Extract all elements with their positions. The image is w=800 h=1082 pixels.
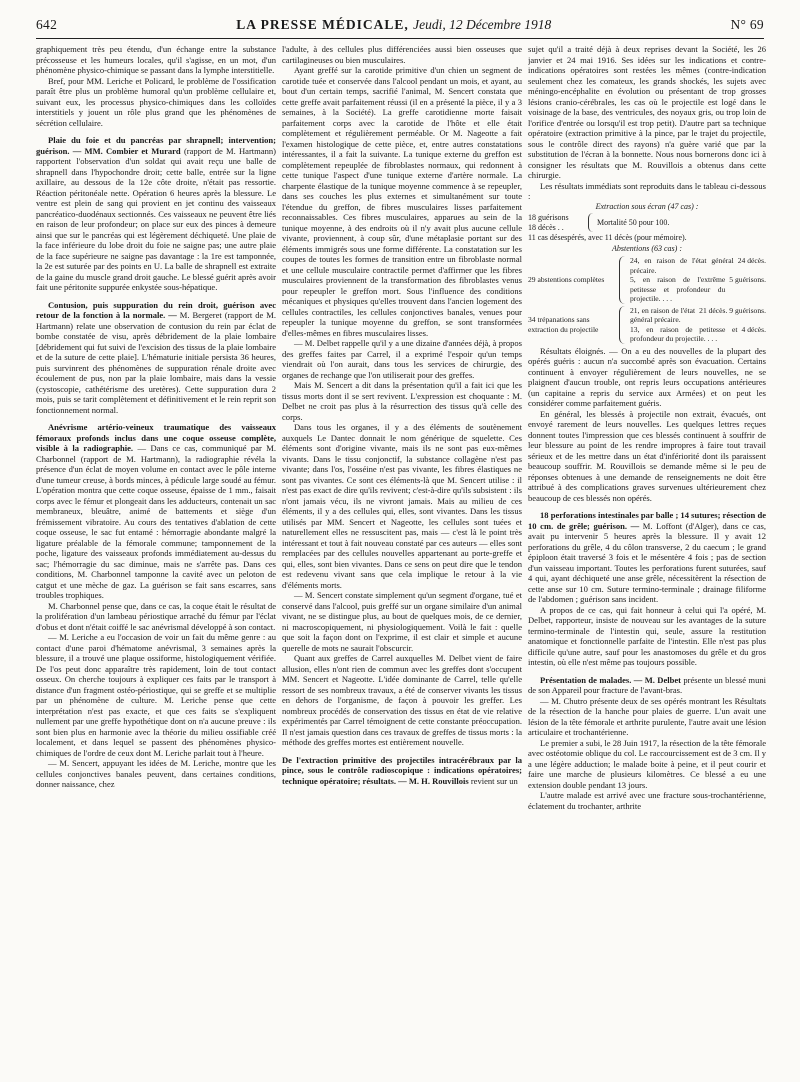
section-heading: Présentation de malades. — M. Delbet — [540, 674, 682, 685]
paragraph: Résultats éloignés. — On a eu des nouvelles de la plupart des opérés guéris : aucun n'a succombé après son évacuation. Certains continuent à envoyer régulièrement de leurs nouvelles, ne se plaignent d'aucun trouble, ont repris leurs occupations antérieures (un capitaine a repris du service aux Armées) et on peut les considérer comme parfaitement guéris. — [528, 345, 766, 408]
page-header — [36, 15, 764, 35]
table-cell: 5 guérisons. — [729, 275, 766, 284]
section-perforations — [528, 510, 766, 605]
brace — [588, 213, 594, 232]
column-1 — [36, 44, 276, 1074]
issue-number: N° 69 — [730, 17, 764, 32]
paragraph: Quant aux greffes de Carrel auxquelles M. Delbet vient de faire allusion, elles n'ont rien de commun avec les greffes dont s'occupent MM. Sencert et Nageotte. L'idée dominante de Carrel, telle qu'elle ressort de ses nombreux travaux, a été de conserver vivants les tissus en dehors de l'organisme, de façon à pouvoir les greffer. Les nombreux procédés de conservation des tissus en état de vie relative expérimentés par Carrel témoignent de cette constante préoccupation. Il n'est jamais question dans ces travaux de greffes de tissus morts : la méthode des greffes mortes est entièrement nouvelle. — [282, 653, 522, 747]
paragraph: — M. Leriche a eu l'occasion de voir un fait du même genre : au contact d'une paroi d'hématome anévrismal, 3 semaines après la blessure, il a trouvé une plaque ossiforme, histologiquement vérifiée. De l'os peut donc apparaître très rapidement, loin de tout contact osseux. On cherche toujours à expliquer ces faits par le transport à distance d'un fragment ostéo-périostique, qui se greffe et se multiplie par un phénomène de culture. M. Leriche pense que cette interprétation n'est pas exacte, et que ces faits se s'expliquent nullement par une greffe hypothétique dont on n'a aucune preuve : ils sont bien plus en harmonie avec la théorie du milieu ossifiable créé localement, et dans lequel se passent des phénomènes physico-chimiques de l'ordre de ceux dont M. Leriche parlait tout à l'heure. — [36, 632, 276, 758]
section-ossification-foie — [36, 135, 276, 293]
table-title: Abstentions (63 cas) : — [612, 243, 682, 253]
table-cell: 29 abstentions complètes — [528, 275, 605, 284]
table-title: Extraction sous écran (47 cas) : — [595, 201, 699, 211]
table-row — [630, 325, 766, 344]
paragraph: M. Charbonnel pense que, dans ce cas, la coque était le résultat de la prolifération d'un lambeau périostique arraché du fémur par l'éclat d'obus et dont n'était coiffé le sac anévrismal développé à son contact. — [36, 600, 276, 632]
table-row — [630, 306, 766, 325]
table-cell: 21 décès. 9 guérisons. — [699, 305, 766, 315]
table-cell: 5, en raison de l'extrême petitesse et profondeur du projectile. . . . — [630, 275, 726, 303]
paragraph: Mais M. Sencert a dit dans la présentation qu'il a fait ici que les tissus morts dont il se sert revivent. L'expression est choquante : M. Delbet ne croit pas plus à la résurrection des tissus qu'à celle des corps. — [282, 380, 522, 422]
section-presentation — [528, 675, 766, 696]
paragraph: sujet qu'il a traité déjà à deux reprises devant la Société, les 26 janvier et 24 mai 1916. Ses idées sur les indications et contre-indications opératoires sont restées les mêmes (contre-indication seulement chez les comateux, les grands shockés, les sujets avec méningo-encéphalite en évolution ou présentant de trop grosses lésions cranio-cérébrales, les cas où le projectile est logé dans le voisinage de la base, des ventricules, des noyaux gris, ou trop loin de l'orifice d'entrée ou lorsqu'il est trop petit). D'autre part sa technique opératoire (extraction primitive à la pince, par le trajet du projectile, sous le contrôle direct des rayons) n'a guère varié que par la substitution de l'écran à la bonnette. Nous nous bornerons donc ici à consigner les résultats que M. Rouvillois a obtenus dans cette chirurgie. — [528, 44, 766, 180]
table-cell: 24, en raison de l'état général précaire. — [630, 256, 734, 275]
table-row — [630, 275, 766, 304]
page-number: 642 — [36, 17, 58, 32]
paragraph: — M. Sencert constate simplement qu'un segment d'organe, tué et conservé dans l'alcool, puis greffé sur un organe similaire d'un animal vivant, ne se distingue plus, au bout de quelques mois, de ce dernier, ni macroscopiquement, ni physiologiquement. Voilà le fait : quelle que soit la façon dont on l'exprime, il est clair et simple et aucune querelle de mots ne saurait l'obscurcir. — [282, 590, 522, 653]
issue-date: Jeudi, 12 Décembre 1918 — [413, 17, 552, 32]
section-projectiles — [282, 755, 522, 787]
section-body: M. Bergeret (rapport de M. Hartmann) relate une observation de contusion du rein par éclat de bombe constatée de visu, après débridement de la plaie lombaire [débridement qui fut suivi de l'excision des tissus de la plaie lombaire et de la suture de cette plaie]. L'hématurie initiale persista 36 heures, puis survinrent des phénomènes de suppuration rénale droite avec écoulement de pus, non par la plaie lombaire, mais dans la vessie (cystoscopie, cathétérisme des uretères). Cette suppuration dura 2 mois, puis se tarit complètement et définitivement et le rein reprit son fonctionnement normal. — [36, 310, 276, 415]
paragraph: Ayant greffé sur la carotide primitive d'un chien un segment de carotide tuée et conservée dans l'alcool pendant un mois, et ayant, au bout d'un certain temps, sacrifié l'animal, M. Sencert constata que cette greffe avait parfaitement réussi (il en a présenté la pièce, il y a 3 semaines, à la Société). La greffe carotidienne morte faisait parfaitement corps avec la carotide de l'hôte et elle était complètement et régulièrement perméable. Or M. Nageotte a fait l'examen histologique de cette pièce, et, entre autres constatations intéressantes, il a fait la suivante. La tunique externe du greffon est complètement repeuplée de fibroblastes normaux, qui redonnent à cette tunique l'aspect d'une tunique externe d'artère normale. La charpente élastique de la tunique moyenne commence à se repeupler, dans ses couches les plus externes et simultanément sur toute l'étendue du greffon, de fibres musculaires lisses parfaitement reconnaissables. Ces fibres musculaires, apparues au sein de la tunique moyenne, à des endroits où il n'y avait plus aucune cellule vivante, proviennent, à coup sûr, d'une métaplasie portant sur des éléments immigrés sous une forme différente. La constatation sur les coupes de toutes les formes de transition entre un fibroblaste normal et une cellule musculaire contractile permet d'affirmer que les fibres musculaires proviennent de la transformation des fibroblastes venus pour repeupler le greffon mort. Sous l'influence des conditions mécaniques et physiques qu'elles trouvent dans l'ancien logement des cellules contractiles, les cellules conjonctives banales, venues pour repeupler la tunique moyenne du greffon, se sont transformées d'elles-mêmes en fibres musculaires lisses. — [282, 65, 522, 338]
section-body: — Dans ce cas, communiqué par M. Charbonnel (rapport de M. Hartmann), la radiographie révéla la présence d'un éclat de moyen volume en contact avec le pôle interne d'une tumeur creuse, à bords minces, à pédicule large soudé au fémur. L'opération montra que cette coque osseuse, épaisse de 1 mm., faisait corps avec le fémur et plongeait dans les adducteurs, contenait un sac membraneux, bleuâtre, animé de battements et siège d'un frémissement vibratoire. Au cours des tentatives d'ablation de cette coque osseuse, le sac fut entamé : hémorragie abondante malgré la ligature préalable de la fémorale commune; tamponnement de la poche, ligature des vaisseaux profonds immédiatement au-dessus du sac; l'hémorragie du sac diminue, mais ne s'arrête pas. Dans ces conditions, M. Charbonnel tamponne la cavité avec un peloton de catgut et une mèche de gaz. La guérison se fait sans escarres, sans troubles trophiques. — [36, 443, 276, 600]
table-cell: 13, en raison de petitesse et profondeur du projectile. . . . — [630, 324, 738, 343]
section-heading: Contusion, puis suppuration du rein droit, guérison avec retour de la fonction à la normale. — — [36, 299, 276, 320]
section-heading: 18 perforations intestinales par balle ; 14 sutures; résection de 10 cm. de grêle; guérison. — — [528, 510, 766, 531]
paragraph: Bref, pour MM. Leriche et Policard, le problème de l'ossification paraît être plus un problème humoral qu'un problème cellulaire et, suivant eux, les processus physico-chimiques dans les colloïdes interstitiels y jouent un rôle plus grand que les phénomènes de sécrétion cellulaire. — [36, 75, 276, 128]
journal-title: LA PRESSE MÉDICALE, — [236, 17, 409, 32]
paragraph: — M. Sencert, appuyant les idées de M. Leriche, montre que les cellules conjonctives banales peuvent, dans certaines conditions, donner naissance, chez — [36, 758, 276, 789]
table-cell: 24 décès. — [737, 256, 766, 265]
paragraph: L'autre malade est arrivé avec une fracture sous-trochantérienne, éclatement du trochanter, arthrite — [528, 790, 766, 811]
section-heading: Plaie du foie et du pancréas par shrapnell; intervention; guérison. — MM. Combier et Murard — [36, 135, 276, 156]
section-body: revient sur un — [470, 775, 518, 786]
table-cell: 4 décès. — [741, 324, 766, 334]
paragraph: graphiquement très peu étendu, d'un échange entre la substance précosseuse et les humeurs locales, qu'il s'agisse, en un mot, d'un phénomène physico-chimique se passant dans la lymphe interstitielle. — [36, 44, 276, 75]
column-2 — [282, 44, 522, 1074]
table-cell: 21, en raison de l'état général précaire. — [630, 305, 696, 324]
section-body: (rapport de M. Hartmann) rapportent l'observation d'un soldat qui avait reçu une balle de shrapnell dans l'hypochondre droit; cette balle, entrée sur la ligne axillaire, au dessous de la 12e côte droite, n'était pas ressortie. Réaction péritonéale nette. Opération 6 heures après la blessure. Le ventre est plein de sang qui provient en jet continu des vaisseaux pancréatico-duodénaux sectionnés. Ces vaisseaux ne peuvent être liés en raison de leur profondeur; on place sur eux des pinces à demeure ainsi que sur le pancréas qui est légèrement déchiqueté. Une plaie de la face inférieure du lobe droit du foie ne saigne pas; une autre plaie de la face supérieure ne saigne pas davantage : la 1re est tamponnée, la 2e est suturée par des points en U. La balle de shrapnell est extraite de la gaine du muscle grand droit gauche. Le blessé guérit après avoir fait une péritonite suppurée enkystée sous-hépatique. — [36, 145, 276, 292]
paragraph: — M. Chutro présente deux de ses opérés montrant les Résultats de la résection de la hanche pour plaies de guerre. L'un avait une lésion de la tête fémorale et arthrite purulente, l'autre avait une lésion articulaire et trochantérienne. — [528, 695, 766, 737]
table-row — [630, 256, 766, 275]
table-cell: Mortalité 50 pour 100. — [597, 217, 670, 227]
header-rule — [36, 38, 764, 39]
brace — [619, 256, 626, 304]
table-cell: 18 décès . . — [528, 222, 564, 232]
results-table-trepanations — [528, 306, 766, 344]
column-3 — [528, 44, 766, 1074]
section-body: M. Loffont (d'Alger), dans ce cas, avait pu intervenir 5 heures après la blessure. Il y avait 12 perforations du grêle, 4 du côlon transverse, 2 du caecum ; le grand épiploon était traversé 3 fois et le mésentère 4 fois ; pas de section d'un vaisseau important. Toutes les perforations furent suturées, sauf 4 qui, ayant déchiqueté une anse grêle, nécessitèrent la résection de cette anse sur 10 cm. Suture termino-terminale ; drainage filiforme de l'abdomen ; guérison sans incident. — [528, 520, 766, 604]
section-heading: Anévrisme artério-veineux traumatique des vaisseaux fémoraux profonds inclus dans une coque osseuse complète, visible à la radiographie. — [36, 422, 276, 453]
brace — [619, 306, 626, 344]
section-anevrisme — [36, 422, 276, 601]
paragraph: Le premier a subi, le 28 Juin 1917, la résection de la tête fémorale avec ostéotomie oblique du col. Le raccourcissement est de 3 cm. Il y a une légère adduction; le malade boite à peine, et il peut courir et faire une marche de plusieurs kilomètres. Ce blessé a eu une extension double pendant 13 jours. — [528, 737, 766, 790]
paragraph: En général, les blessés à projectile non extrait, évacués, ont envoyé rarement de leurs nouvelles. Les quelques lettres reçues donnent toutes l'impression que ces blessés continuent à souffrir de leur blessure au point de les rendre impropres à faire tout travail sérieux et de les mettre dans un état d'infériorité dont ils paraissent beaucoup souffrir. M. Rouvillois se demande même si le peu de réponses obtenues à une demande de renseignements ne doit être attribué à des complications graves survenues ultérieurement chez beaucoup de ces blessés non opérés. — [528, 408, 766, 503]
paragraph: l'adulte, à des cellules plus différenciées aussi bien osseuses que cartilagineuses ou bien musculaires. — [282, 44, 522, 65]
results-table-extraction — [528, 213, 766, 232]
table-cell: 18 guérisons — [528, 213, 569, 222]
paragraph: Dans tous les organes, il y a des éléments de soutènement auxquels Le Dantec donnait le nom générique de squelette. Ces éléments sont d'origine vivante, mais ils ne sont pas eux-mêmes vivants. Dans le tissu conjonctif, la substance collagène n'est pas vivante; dans l'os, l'osséine n'est pas vivante, les fibres élastiques ne sont pas vivantes. Ce sont ces éléments-là que M. Sencert utilise : il n'est pas exact de dire qu'ils revivent; c'est-à-dire qu'ils subsistent : ils n'ont jamais vécu, ils ne vivront jamais. Mais au milieu de ces éléments, il y a des cellules qui, elles, sont vivantes. Dans les tissus utilisés par MM. Sencert et Nageotte, les cellules sont tuées et naturellement elles ne ressuscitent pas, mais — c'est là le point très intéressant et tout à fait nouveau constaté par ces auteurs — elles sont remplacées par des cellules nouvelles appartenant au porte-greffe et qui, elles, sont bien vivantes. Dans ce sens on peut dire que le tendon est redevenu vivant sans que cela implique le retour à la vie d'éléments morts. — [282, 422, 522, 590]
paragraph: A propos de ce cas, qui fait honneur à celui qui l'a opéré, M. Delbet, rapporteur, insiste de nouveau sur les avantages de la suture termino-terminale de l'intestin qui, seule, assure la restitution anatomique et fonctionnelle parfaite de l'intestin. Elle n'est pas plus difficile qu'une autre, sauf pour les anastomoses du grêle et du gros intestin, où elle n'est même pas toujours possible. — [528, 604, 766, 667]
section-body: présente un blessé muni de son Appareil pour fracture de l'avant-bras. — [528, 674, 766, 695]
section-heading: De l'extraction primitive des projectiles intracérébraux par la pince, sous le contrôle radioscopique : indications opératoires; technique opératoire; résultats. — M. H. Rouvillois — [282, 754, 522, 786]
journal-title-line — [236, 17, 551, 33]
paragraph: — M. Delbet rappelle qu'il y a une dizaine d'années déjà, à propos des greffes faites par Carrel, il a exprimé l'espoir qu'un temps viendrait où l'on aurait, dans tous les services de chirurgie, des organes de rechange que l'on utiliserait pour des greffes. — [282, 338, 522, 380]
table-cell: 11 cas désespérés, avec 11 décès (pour mémoire). — [528, 233, 687, 242]
paragraph: Les résultats immédiats sont reproduits dans le tableau ci-dessous : — [528, 180, 766, 201]
table-cell: 34 trépanations sans extraction du projectile — [528, 315, 599, 334]
section-rein — [36, 300, 276, 416]
results-table-abstentions — [528, 256, 766, 304]
